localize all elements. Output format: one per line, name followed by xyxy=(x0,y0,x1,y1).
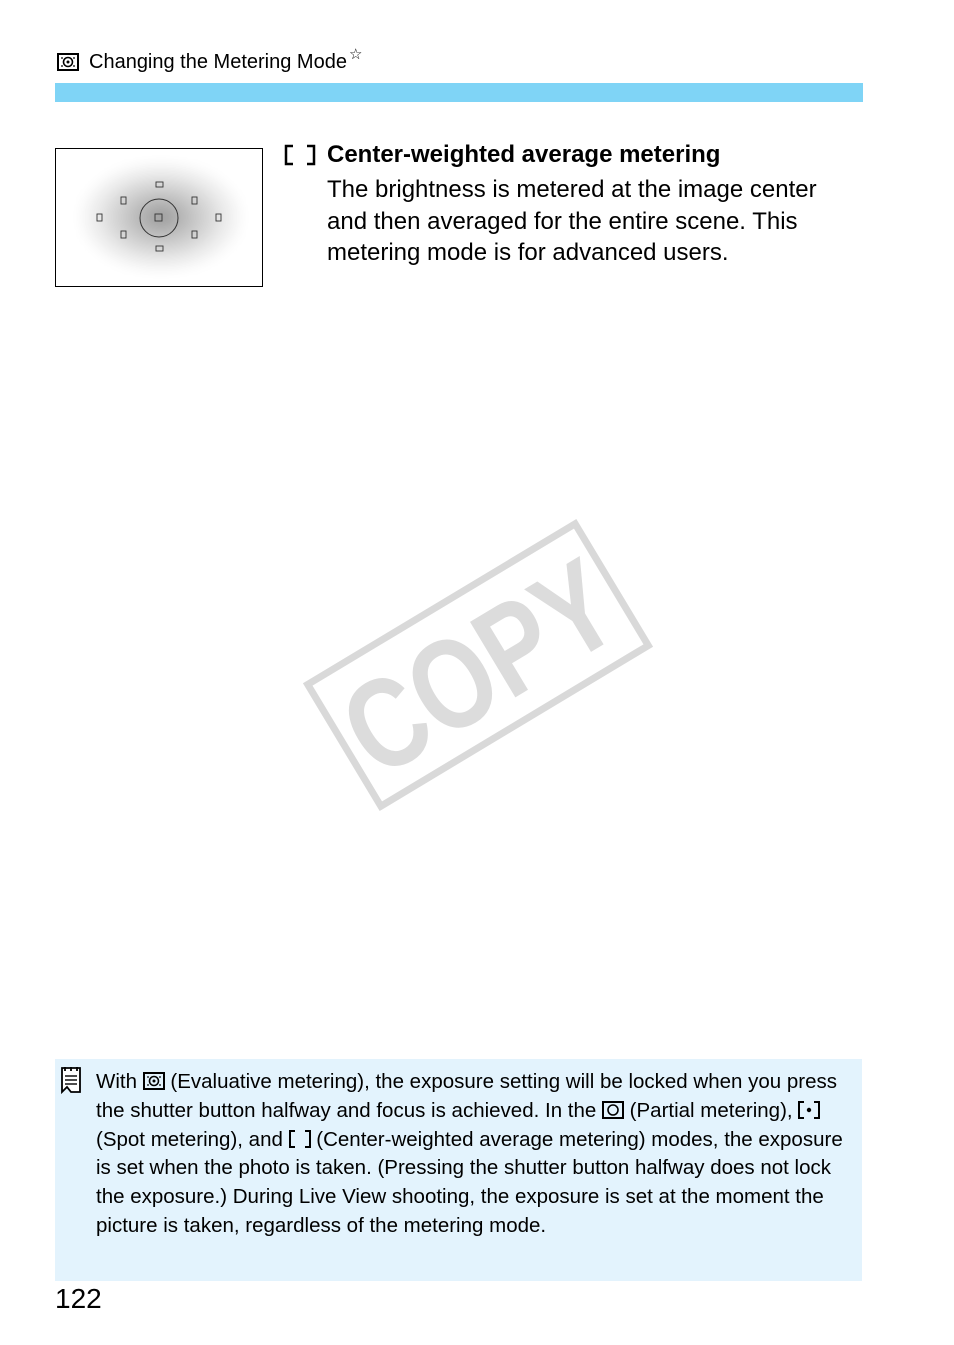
center-weighted-metering-icon xyxy=(284,144,316,166)
note-box xyxy=(55,1059,862,1281)
running-header xyxy=(57,47,362,77)
section-heading xyxy=(284,140,864,170)
note-text-segment: (Evaluative metering), the exposure setting will be locked when you press the shutter button halfway and focus is achieved. In the xyxy=(96,1070,837,1122)
note-memo-icon xyxy=(59,1065,83,1095)
section-title: Center-weighted average metering xyxy=(327,141,721,168)
partial-metering-icon xyxy=(602,1101,624,1119)
note-text xyxy=(96,1068,848,1241)
watermark-text: COPY xyxy=(318,494,704,804)
copy-watermark xyxy=(302,494,704,811)
spot-metering-icon xyxy=(798,1101,820,1119)
evaluative-metering-icon xyxy=(143,1072,165,1090)
header-title: Changing the Metering Mode xyxy=(89,50,347,73)
note-text-segment: With xyxy=(96,1070,143,1093)
metering-mode-section xyxy=(284,140,864,269)
page-number: 122 xyxy=(55,1283,102,1314)
note-text-segment: (Partial metering), xyxy=(623,1098,799,1122)
header-accent-bar xyxy=(55,83,863,102)
metering-area-diagram xyxy=(55,148,263,287)
note-text-segment: (Spot metering), and xyxy=(96,1127,289,1151)
center-weighted-metering-icon xyxy=(289,1130,311,1148)
note-text-segment: (Center-weighted average metering) modes, the exposure is set when the photo is taken. (Pressing the shutter button halfway does not lock the exposure.) During Live View shooting, the exposure is set at the moment the picture is taken, regardless of the metering mode. xyxy=(96,1127,843,1237)
section-description: The brightness is metered at the image center and then averaged for the entire scene. This metering mode is for advanced users. xyxy=(327,176,817,266)
star-mark: ☆ xyxy=(348,46,363,63)
evaluative-metering-icon xyxy=(57,53,79,71)
